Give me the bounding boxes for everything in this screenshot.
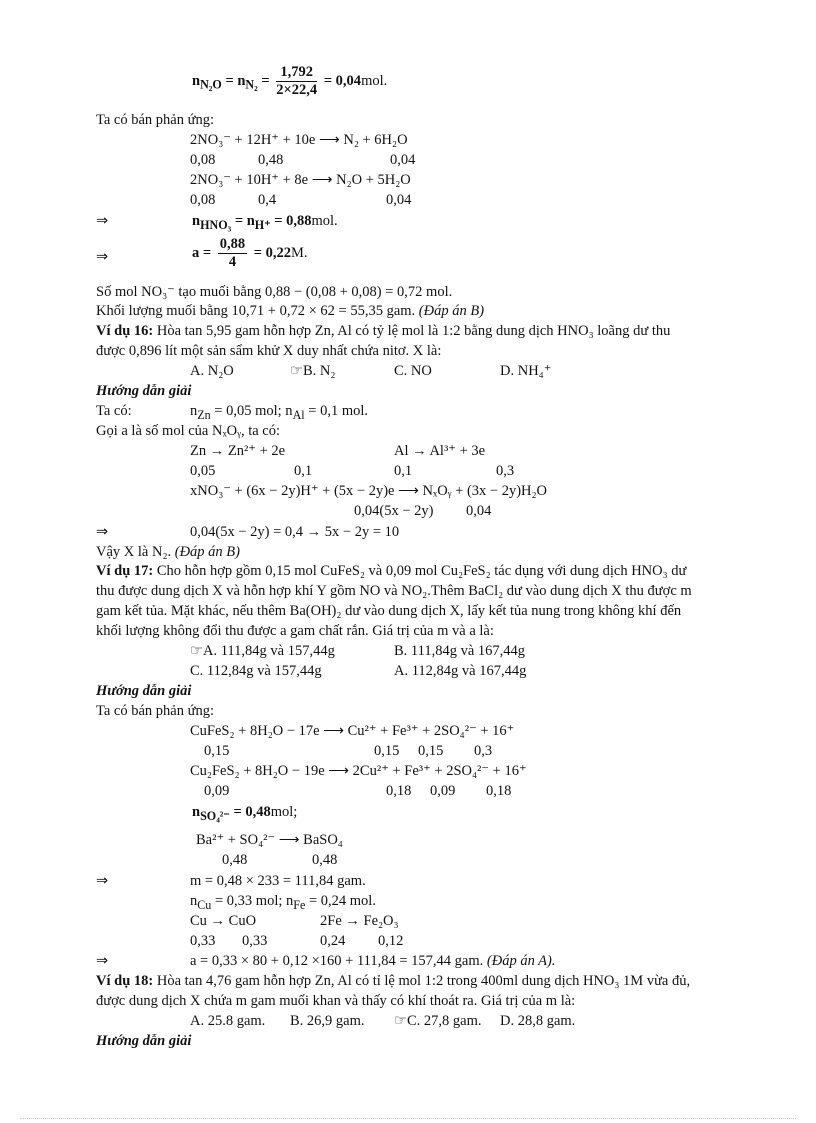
unit: mol; <box>270 804 298 820</box>
numerator: 1,792 <box>276 64 317 82</box>
half-reaction: xNO₃⁻ + (6x − 2y)H⁺ + (5x − 2y)e ⟶ NₓOᵧ + (3x − 2y)H₂O <box>190 483 548 499</box>
equation <box>190 952 556 970</box>
mol-value: 0,05 <box>190 463 216 479</box>
option-c: C. 112,84g và 157,44g <box>190 663 322 679</box>
formula-n-hno3 <box>192 212 338 234</box>
option-a: A. 25.8 gam. <box>190 1013 266 1029</box>
mol-value: 0,3 <box>474 743 493 759</box>
mol-value: 0,48 <box>258 152 284 168</box>
question-text: được dung dịch X chứa m gam muối khan và thấy có khí thoát ra. Giá trị của m là: <box>96 993 576 1009</box>
half-reaction: Cu₂FeS₂ + 8H₂O − 19e ⟶ 2Cu²⁺ + Fe³⁺ + 2SO₄²⁻ + 16⁺ <box>190 763 527 779</box>
question-text: Cho hỗn hợp gồm 0,15 mol CuFeS₂ và 0,09 mol Cu₂FeS₂ tác dụng với dung dịch HNO₃ dư <box>153 563 687 579</box>
result: = 0,22 <box>253 244 292 261</box>
mol-value: 0,09 <box>204 783 230 799</box>
answer-label: (Đáp án B) <box>174 544 240 560</box>
question-text: Hòa tan 4,76 gam hỗn hợp Zn, Al có tỉ lệ mol 1:2 trong 400ml dung dịch HNO₃ 1M vừa đủ, <box>153 973 691 989</box>
reaction: Ba²⁺ + SO₄²⁻ ⟶ BaSO₄ <box>196 832 343 848</box>
answer-label: (Đáp án A). <box>486 953 556 969</box>
option-b: B. 111,84g và 167,44g <box>394 643 526 659</box>
subscript: HNO₃ <box>200 217 232 232</box>
mol-value: 0,3 <box>496 463 515 479</box>
result: = 0,48 <box>229 804 271 820</box>
implies-arrow: ⇒ <box>96 953 109 969</box>
text: Vậy X là N₂. <box>96 544 175 560</box>
subscript: Zn <box>197 407 211 422</box>
option-a: ☞A. 111,84g và 157,44g <box>190 643 335 659</box>
solution-heading: Hướng dẫn giải <box>96 683 192 699</box>
mol-value: 0,18 <box>386 783 412 799</box>
fraction <box>276 64 317 99</box>
question-text: gam kết tủa. Mặt khác, nếu thêm Ba(OH)₂ dư vào dung dịch X, lấy kết tủa nung trong không khí đến <box>96 603 682 619</box>
half-reaction: Zn → Zn²⁺ + 2e <box>190 443 286 459</box>
symbol-a: a = <box>192 244 215 261</box>
reaction: 2Fe → Fe₂O₃ <box>320 913 399 929</box>
symbol-n: n <box>237 72 246 89</box>
equals: = <box>257 72 274 89</box>
equation: 0,04(5x − 2y) = 0,4 → 5x − 2y = 10 <box>190 524 400 540</box>
option-c: ☞C. 27,8 gam. <box>394 1013 482 1029</box>
symbol-n: n <box>192 72 201 89</box>
implies-arrow: ⇒ <box>96 873 109 889</box>
subscript: Fe <box>293 897 306 912</box>
mol-value: 0,09 <box>430 783 456 799</box>
example-17-heading <box>96 562 686 580</box>
mol-value: 0,18 <box>486 783 512 799</box>
mol-value: 0,24 <box>320 933 346 949</box>
numerator: 0,88 <box>219 236 246 252</box>
option-c: C. NO <box>394 363 432 379</box>
mol-value: 0,12 <box>378 933 404 949</box>
mol-value: 0,33 <box>190 933 216 949</box>
text-line: Gọi a là số mol của NₓOᵧ, ta có: <box>96 423 281 439</box>
mol-value: 0,48 <box>312 852 338 868</box>
mol-value: 0,08 <box>190 152 216 168</box>
mol-value: 0,04 <box>466 503 492 519</box>
example-18-heading <box>96 972 690 990</box>
text: Khối lượng muối bằng 10,71 + 0,72 × 62 = 55,35 gam. <box>96 303 419 319</box>
option-d: D. 28,8 gam. <box>500 1013 576 1029</box>
unit: M. <box>291 244 308 261</box>
text-line: Số mol NO₃⁻ tạo muối bằng 0,88 − (0,08 + 0,08) = 0,72 mol. <box>96 284 453 300</box>
example-16-heading <box>96 322 670 340</box>
subscript: Al <box>292 407 305 422</box>
result: = 0,88 <box>270 213 312 229</box>
text: = 0,33 mol; n <box>211 893 294 909</box>
option-b: ☞B. N₂ <box>290 363 336 379</box>
example-label: Ví dụ 18: <box>96 973 154 989</box>
mol-value: 0,04 <box>390 152 416 168</box>
subscript-n2: N₂ <box>245 77 258 92</box>
option-d: D. NH₄⁺ <box>500 363 552 379</box>
text-line: Ta có bán phản ứng: <box>96 112 214 128</box>
symbol-n: n <box>192 804 201 820</box>
symbol-n: n <box>190 403 198 419</box>
question-text: khối lượng không đổi thu được a gam chất rắn. Giá trị của m và a là: <box>96 623 494 639</box>
reaction: Cu → CuO <box>190 913 257 929</box>
fraction <box>218 236 247 271</box>
mol-value: 0,33 <box>242 933 268 949</box>
text-line <box>96 402 369 422</box>
half-reaction: CuFeS₂ + 8H₂O − 17e ⟶ Cu²⁺ + Fe³⁺ + 2SO₄²⁻ + 16⁺ <box>190 723 515 739</box>
denominator: 4 <box>228 254 237 270</box>
mol-value: 0,04 <box>386 192 412 208</box>
implies-arrow: ⇒ <box>96 213 109 229</box>
unit: mol. <box>311 213 338 229</box>
symbol-n: n <box>192 213 201 229</box>
mol-value: 0,1 <box>394 463 413 479</box>
mol-value: 0,04(5x − 2y) <box>354 503 434 519</box>
question-text: Hòa tan 5,95 gam hỗn hợp Zn, Al có tỷ lệ mol là 1:2 bằng dung dịch HNO₃ loãng dư thu <box>153 323 671 339</box>
solution-heading: Hướng dẫn giải <box>96 383 192 399</box>
page-bottom-rule <box>20 1118 796 1119</box>
example-label: Ví dụ 16: <box>96 323 154 339</box>
equation: m = 0,48 × 233 = 111,84 gam. <box>190 873 366 889</box>
option-d: A. 112,84g và 167,44g <box>394 663 527 679</box>
solution-heading: Hướng dẫn giải <box>96 1033 192 1049</box>
text: Ta có: <box>96 403 132 419</box>
option-a: A. N₂O <box>190 363 234 379</box>
mol-value: 0,15 <box>418 743 444 759</box>
equals: = <box>221 72 238 89</box>
subscript: Cu <box>197 897 212 912</box>
text: = 0,05 mol; n <box>210 403 293 419</box>
example-label: Ví dụ 17: <box>96 563 154 579</box>
question-text: thu được dung dịch X và hỗn hợp khí Y gồm NO và NO₂.Thêm BaCl₂ dư vào dung dịch X thu được m <box>96 583 692 599</box>
text: = 0,1 mol. <box>304 403 369 419</box>
half-reaction: 2NO₃⁻ + 12H⁺ + 10e ⟶ N₂ + 6H₂O <box>190 132 408 148</box>
formula-n-so4 <box>192 803 297 825</box>
half-reaction: 2NO₃⁻ + 10H⁺ + 8e ⟶ N₂O + 5H₂O <box>190 172 411 188</box>
unit: mol. <box>361 72 388 89</box>
text: a = 0,33 × 80 + 0,12 ×160 + 111,84 = 157,44 gam. <box>190 953 487 969</box>
formula-a <box>192 236 308 271</box>
mol-expression <box>190 402 368 424</box>
text-line <box>96 302 484 320</box>
half-reaction: Al → Al³⁺ + 3e <box>394 443 486 459</box>
formula-n-n2o <box>192 64 387 99</box>
implies-arrow: ⇒ <box>96 249 109 265</box>
subscript: SO₄²⁻ <box>200 808 230 823</box>
subscript-n2o: N₂O <box>200 77 222 92</box>
implies-arrow: ⇒ <box>96 524 109 540</box>
mol-value: 0,15 <box>204 743 230 759</box>
symbol-n: n <box>190 893 198 909</box>
option-b: B. 26,9 gam. <box>290 1013 365 1029</box>
mol-value: 0,4 <box>258 192 277 208</box>
subscript: H⁺ <box>254 217 271 232</box>
text: = 0,24 mol. <box>305 893 376 909</box>
symbol-n: = n <box>231 213 255 229</box>
question-text: được 0,896 lít một sản sẩm khử X duy nhất chứa nitơ. X là: <box>96 343 442 359</box>
result: = 0,04 <box>323 72 362 89</box>
answer-label: (Đáp án B) <box>418 303 485 319</box>
mol-value: 0,15 <box>374 743 400 759</box>
mol-value: 0,48 <box>222 852 248 868</box>
denominator: 2×22,4 <box>276 82 318 98</box>
text-line <box>96 543 240 561</box>
text-line: Ta có bán phản ứng: <box>96 703 214 719</box>
mol-value: 0,08 <box>190 192 216 208</box>
mol-expression <box>190 892 376 914</box>
mol-value: 0,1 <box>294 463 313 479</box>
